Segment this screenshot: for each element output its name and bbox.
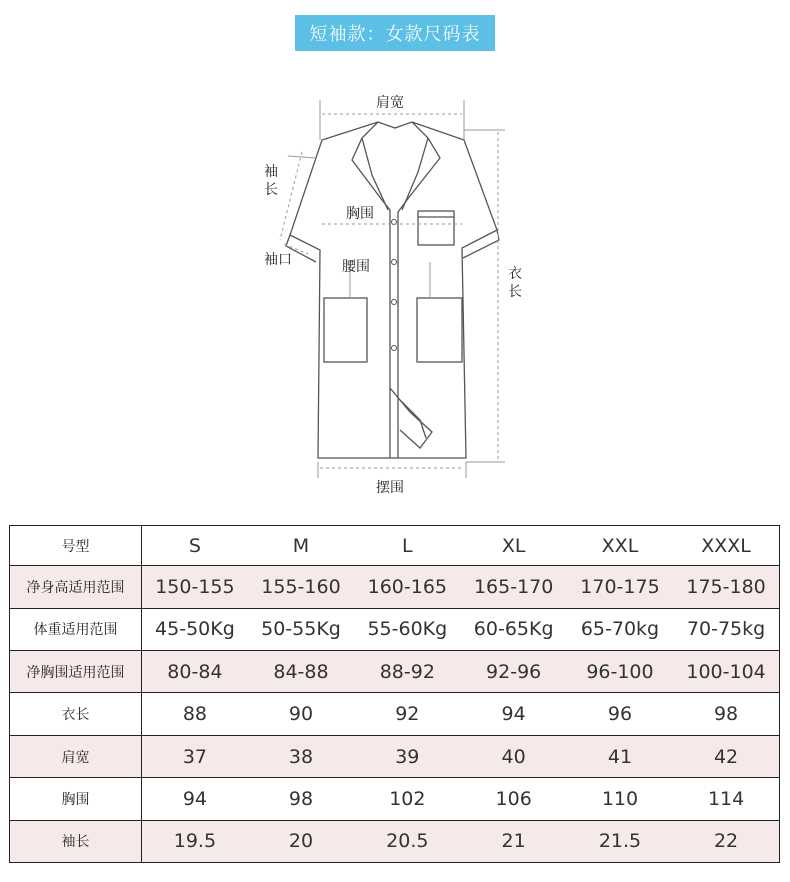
row-label: 净身高适用范围 [10,566,142,608]
table-cell: 20 [248,820,354,862]
table-cell: 150-155 [142,566,248,608]
vertical-label-char: 袖 [264,164,278,180]
table-cell: 38 [248,735,354,777]
row-label: 衣长 [10,693,142,735]
table-cell: 21 [460,820,566,862]
table-cell: 60-65Kg [460,608,566,650]
table-cell: 94 [460,693,566,735]
size-header-l: L [354,526,460,566]
vertical-label-char: 衣 [508,266,522,282]
table-cell: 114 [673,778,779,820]
size-header-xxxl: XXXL [673,526,779,566]
table-cell: 96 [567,693,673,735]
table-cell: 39 [354,735,460,777]
size-header-m: M [248,526,354,566]
table-cell: 92 [354,693,460,735]
table-row [10,651,780,693]
table-cell: 110 [567,778,673,820]
table-cell: 19.5 [142,820,248,862]
label-cuff: 袖口 [264,252,292,268]
vertical-label-char: 长 [508,284,522,300]
row-label: 体重适用范围 [10,608,142,650]
coat-outline [286,122,499,458]
table-cell: 40 [460,735,566,777]
table-cell: 170-175 [567,566,673,608]
table-cell: 20.5 [354,820,460,862]
label-sleeve-length [264,164,278,198]
measure-guides [280,100,505,478]
table-cell: 80-84 [142,651,248,693]
table-cell: 41 [567,735,673,777]
table-cell: 70-75kg [673,608,779,650]
table-cell: 22 [673,820,779,862]
label-shoulder: 肩宽 [376,95,404,111]
table-row [10,778,780,820]
table-cell: 96-100 [567,651,673,693]
table-cell: 165-170 [460,566,566,608]
table-row [10,693,780,735]
table-cell: 106 [460,778,566,820]
table-row [10,735,780,777]
row-label: 胸围 [10,778,142,820]
table-header-row [10,526,780,566]
table-cell: 50-55Kg [248,608,354,650]
table-cell: 88 [142,693,248,735]
table-cell: 21.5 [567,820,673,862]
table-cell: 92-96 [460,651,566,693]
row-label: 袖长 [10,820,142,862]
table-cell: 100-104 [673,651,779,693]
table-row [10,608,780,650]
table-cell: 37 [142,735,248,777]
table-cell: 42 [673,735,779,777]
table-cell: 98 [248,778,354,820]
row-label: 净胸围适用范围 [10,651,142,693]
label-waist: 腰围 [342,259,370,275]
table-row [10,566,780,608]
table-cell: 160-165 [354,566,460,608]
size-header-xl: XL [460,526,566,566]
table-cell: 55-60Kg [354,608,460,650]
table-cell: 155-160 [248,566,354,608]
table-cell: 175-180 [673,566,779,608]
table-cell: 94 [142,778,248,820]
size-table [9,525,780,863]
header-label: 号型 [10,526,142,566]
row-label: 肩宽 [10,735,142,777]
table-cell: 45-50Kg [142,608,248,650]
table-row [10,820,780,862]
table-cell: 65-70kg [567,608,673,650]
table-cell: 88-92 [354,651,460,693]
label-chest: 胸围 [346,206,374,222]
page-title: 短袖款：女款尺码表 [309,24,481,45]
coat-buttons [392,220,397,351]
label-hem: 摆围 [376,480,404,496]
table-cell: 98 [673,693,779,735]
table-cell: 102 [354,778,460,820]
vertical-label-char: 长 [264,182,278,198]
size-header-s: S [142,526,248,566]
size-header-xxl: XXL [567,526,673,566]
table-cell: 84-88 [248,651,354,693]
table-cell: 90 [248,693,354,735]
label-length [508,266,522,300]
